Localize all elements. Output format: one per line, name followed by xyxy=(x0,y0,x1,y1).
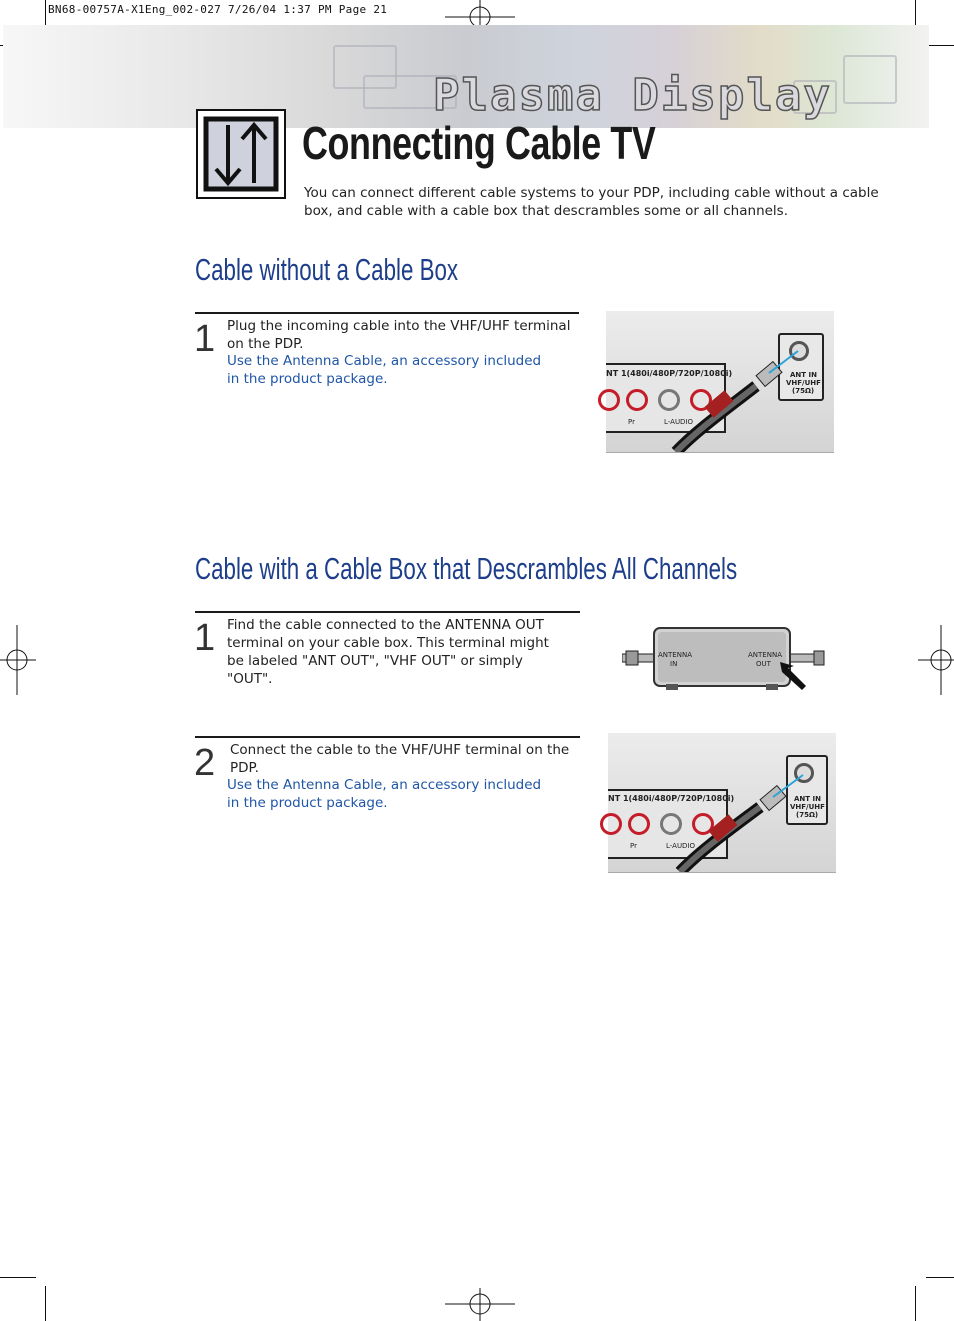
step-note: in the product package. xyxy=(227,371,388,387)
ant-in-label: ANT IN xyxy=(794,795,821,803)
pdp-terminal-illustration xyxy=(606,311,834,453)
cable-box-illustration xyxy=(622,624,828,694)
ohm-label: (75Ω) xyxy=(796,811,819,819)
antenna-out-sub: OUT xyxy=(756,660,771,668)
crop-mark xyxy=(926,45,954,46)
crop-mark xyxy=(0,1277,36,1278)
antenna-in-label: ANTENNA xyxy=(658,651,692,659)
antenna-cable-icon xyxy=(606,311,834,452)
step-text: Connect the cable to the VHF/UHF terminal on the PDP. xyxy=(230,742,570,776)
section-rule xyxy=(195,611,580,613)
section-heading-no-cable-box: Cable without a Cable Box xyxy=(195,252,459,287)
section-heading-with-cable-box: Cable with a Cable Box that Descrambles All Channels xyxy=(195,551,738,586)
audio-label: L-AUDIO xyxy=(666,842,696,850)
step-text: Plug the incoming cable into the VHF/UHF terminal on the PDP. xyxy=(227,318,571,352)
crop-mark xyxy=(926,1277,954,1278)
vhf-uhf-label: VHF/UHF xyxy=(786,379,821,387)
print-slug: BN68-00757A-X1Eng_002-027 7/26/04 1:37 PM Page 21 xyxy=(48,3,388,16)
cable-connection-icon xyxy=(196,109,286,199)
banner-title: Plasma Display xyxy=(433,70,832,121)
antenna-in-sub: IN xyxy=(670,660,678,668)
ohm-label: (75Ω) xyxy=(792,387,815,395)
input-row-label: NT 1(480i/480P/720P/1080i) xyxy=(606,369,733,378)
antenna-out-label: ANTENNA xyxy=(748,651,782,659)
registration-mark-icon xyxy=(0,625,36,695)
step-note: Use the Antenna Cable, an accessory included xyxy=(227,353,542,369)
step-text: Find the cable connected to the ANTENNA OUT terminal on your cable box. This terminal might be labeled "ANT OUT", "VHF OUT" or simply "OUT". xyxy=(227,617,549,687)
audio-label: L-AUDIO xyxy=(664,418,694,426)
section-rule xyxy=(195,736,580,738)
registration-mark-icon xyxy=(918,625,954,695)
crop-mark xyxy=(45,1286,46,1321)
vhf-uhf-label: VHF/UHF xyxy=(790,803,825,811)
registration-mark-icon xyxy=(445,1288,515,1321)
step-number: 2 xyxy=(194,742,216,784)
step-note: Use the Antenna Cable, an accessory included xyxy=(227,777,542,793)
pr-label: Pr xyxy=(630,842,637,850)
step-number: 1 xyxy=(194,617,216,659)
crop-mark xyxy=(915,1286,916,1321)
ant-in-label: ANT IN xyxy=(790,371,817,379)
pdp-terminal-illustration xyxy=(608,733,836,873)
antenna-cable-icon xyxy=(608,733,836,872)
step-note: in the product package. xyxy=(227,795,388,811)
step-number: 1 xyxy=(194,318,216,360)
section-rule xyxy=(195,312,579,314)
page-title: Connecting Cable TV xyxy=(302,117,656,169)
intro-text: You can connect different cable systems to your PDP, including cable without a cable box, and cable with a cable box that descrambles some or all channels. xyxy=(304,185,879,219)
input-row-label: NT 1(480i/480P/720P/1080i) xyxy=(608,794,735,803)
pr-label: Pr xyxy=(628,418,635,426)
